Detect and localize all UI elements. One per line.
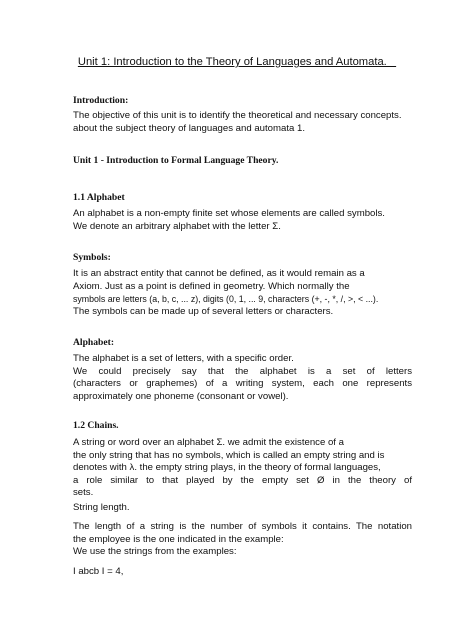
paragraph-line: The length of a string is the number of symbols it contains. The notation (73, 521, 412, 532)
paragraph-line: about the subject theory of languages and automata 1. (73, 122, 306, 134)
introduction-heading: Introduction: (73, 95, 129, 106)
chains-paragraph (73, 437, 412, 500)
document-title: Unit 1: Introduction to the Theory of Languages and Automata. (77, 56, 397, 68)
paragraph-line: (characters or graphemes) of a writing system, each one represents (73, 378, 412, 390)
paragraph-line: A string or word over an alphabet Σ. we admit the existence of a (73, 437, 344, 448)
paragraph-line: a role similar to that played by the empty set Ø in the theory of (73, 474, 412, 486)
string-length-paragraph (73, 521, 412, 546)
paragraph-line: We could precisely say that the alphabet is a set of letters (73, 365, 412, 377)
paragraph-line: We denote an arbitrary alphabet with the letter Σ. (73, 220, 281, 232)
unit-heading: Unit 1 - Introduction to Formal Language Theory. (73, 155, 279, 166)
chains-heading: 1.2 Chains. (73, 420, 119, 431)
introduction-paragraph (73, 110, 412, 135)
alphabet-section-heading: 1.1 Alphabet (73, 192, 125, 203)
paragraph-line: sets. (73, 487, 94, 499)
paragraph-line: Axiom. Just as a point is defined in geometry. Which normally the (73, 280, 350, 292)
paragraph-line: The symbols can be made up of several letters or characters. (73, 305, 334, 317)
paragraph-line: denotes with λ. the empty string plays, in the theory of formal languages, (73, 462, 381, 474)
paragraph-line: The objective of this unit is to identify the theoretical and necessary concepts. (73, 110, 402, 121)
alphabet-definition-heading: Alphabet: (73, 337, 115, 348)
paragraph-line: symbols are letters (a, b, c, ... z), digits (0, 1, ... 9, characters (+, -, *, /, >, < ...). (73, 294, 379, 305)
paragraph-line: The alphabet is a set of letters, with a specific order. (73, 353, 294, 364)
alphabet-definition-paragraph (73, 353, 412, 403)
string-length-heading: String length. (73, 502, 130, 513)
paragraph-line: An alphabet is a non-empty finite set whose elements are called symbols. (73, 208, 385, 219)
example-expression: I abcb I = 4, (73, 566, 124, 577)
paragraph-line: approximately one phoneme (consonant or vowel). (73, 390, 289, 402)
alphabet-section-paragraph (73, 208, 412, 233)
symbols-paragraph (73, 268, 412, 318)
symbols-heading: Symbols: (73, 252, 111, 263)
paragraph-line: the only string that has no symbols, which is called an empty string and is (73, 449, 385, 461)
examples-intro: We use the strings from the examples: (73, 546, 237, 557)
paragraph-line: the employee is the one indicated in the example: (73, 533, 284, 545)
paragraph-line: It is an abstract entity that cannot be defined, as it would remain as a (73, 268, 365, 279)
